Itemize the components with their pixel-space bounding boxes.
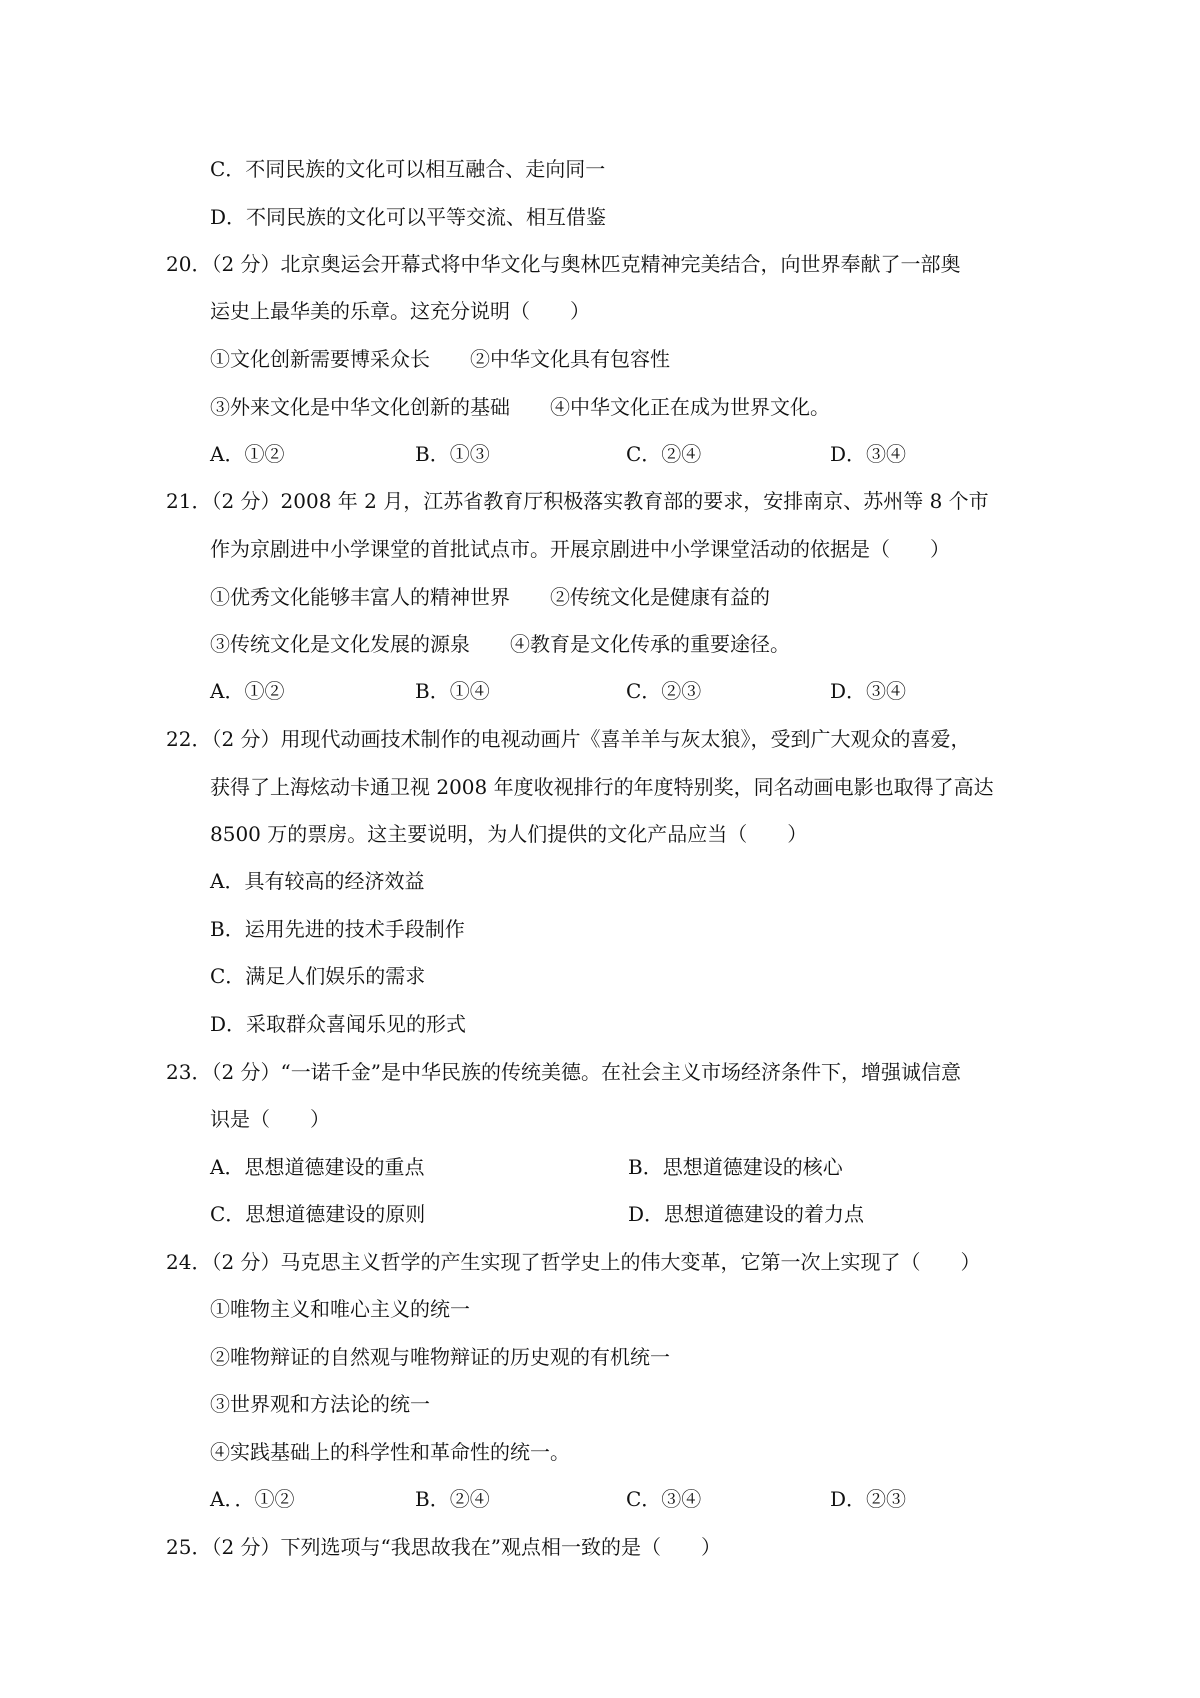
q23-option-d: D．思想道德建设的着力点	[628, 1202, 865, 1226]
q22-option-b: B．运用先进的技术手段制作	[210, 917, 465, 941]
q24-option-b: B．②④	[415, 1487, 490, 1511]
q24-option-a: A．．①②	[210, 1487, 295, 1511]
q24-option-d: D．②③	[830, 1487, 907, 1511]
q20-option-a: A．①②	[210, 442, 285, 466]
q20-statement-1-2: ①文化创新需要博采众长 ②中华文化具有包容性	[210, 347, 670, 371]
q22-option-a: A．具有较高的经济效益	[210, 869, 425, 893]
q20-option-b: B．①③	[415, 442, 490, 466]
q20-stem-line1: 20．（2 分）北京奥运会开幕式将中华文化与奥林匹克精神完美结合，向世界奉献了一部奥	[166, 252, 961, 276]
q24-stem: 24．（2 分）马克思主义哲学的产生实现了哲学史上的伟大变革，它第一次上实现了（ ）	[166, 1250, 981, 1274]
q19-option-d: D．不同民族的文化可以平等交流、相互借鉴	[210, 205, 607, 229]
q23-option-b: B．思想道德建设的核心	[628, 1155, 843, 1179]
q23-option-c: C．思想道德建设的原则	[210, 1202, 426, 1226]
q23-option-a: A．思想道德建设的重点	[210, 1155, 425, 1179]
q21-stem-line2: 作为京剧进中小学课堂的首批试点市。开展京剧进中小学课堂活动的依据是（ ）	[210, 537, 950, 561]
q23-stem-line1: 23．（2 分）“一诺千金”是中华民族的传统美德。在社会主义市场经济条件下，增强诚信意	[166, 1060, 961, 1084]
q22-option-c: C．满足人们娱乐的需求	[210, 964, 426, 988]
q20-statement-3-4: ③外来文化是中华文化创新的基础 ④中华文化正在成为世界文化。	[210, 395, 830, 419]
q21-option-b: B．①④	[415, 679, 490, 703]
q24-statement-4: ④实践基础上的科学性和革命性的统一。	[210, 1440, 570, 1464]
q24-statement-3: ③世界观和方法论的统一	[210, 1392, 430, 1416]
q20-stem-line2: 运史上最华美的乐章。这充分说明（ ）	[210, 299, 590, 323]
q20-option-d: D．③④	[830, 442, 907, 466]
q21-stem-line1: 21．（2 分）2008 年 2 月，江苏省教育厅积极落实教育部的要求，安排南京、苏州等 8 个市	[166, 489, 989, 513]
q20-option-c: C．②④	[626, 442, 702, 466]
q22-stem-line1: 22．（2 分）用现代动画技术制作的电视动画片《喜羊羊与灰太狼》，受到广大观众的喜爱，	[166, 727, 971, 751]
q23-stem-line2: 识是（ ）	[210, 1107, 330, 1131]
q24-statement-1: ①唯物主义和唯心主义的统一	[210, 1297, 470, 1321]
q24-statement-2: ②唯物辩证的自然观与唯物辩证的历史观的有机统一	[210, 1345, 670, 1369]
q25-stem: 25．（2 分）下列选项与“我思故我在”观点相一致的是（ ）	[166, 1535, 721, 1559]
q21-option-c: C．②③	[626, 679, 702, 703]
q22-stem-line3: 8500 万的票房。这主要说明，为人们提供的文化产品应当（ ）	[210, 822, 808, 846]
q22-option-d: D．采取群众喜闻乐见的形式	[210, 1012, 467, 1036]
q19-option-c: C．不同民族的文化可以相互融合、走向同一	[210, 157, 606, 181]
q21-option-a: A．①②	[210, 679, 285, 703]
q21-option-d: D．③④	[830, 679, 907, 703]
q21-statement-3-4: ③传统文化是文化发展的源泉 ④教育是文化传承的重要途径。	[210, 632, 790, 656]
q21-statement-1-2: ①优秀文化能够丰富人的精神世界 ②传统文化是健康有益的	[210, 585, 770, 609]
q22-stem-line2: 获得了上海炫动卡通卫视 2008 年度收视排行的年度特别奖，同名动画电影也取得了高达	[210, 775, 994, 799]
q24-option-c: C．③④	[626, 1487, 702, 1511]
